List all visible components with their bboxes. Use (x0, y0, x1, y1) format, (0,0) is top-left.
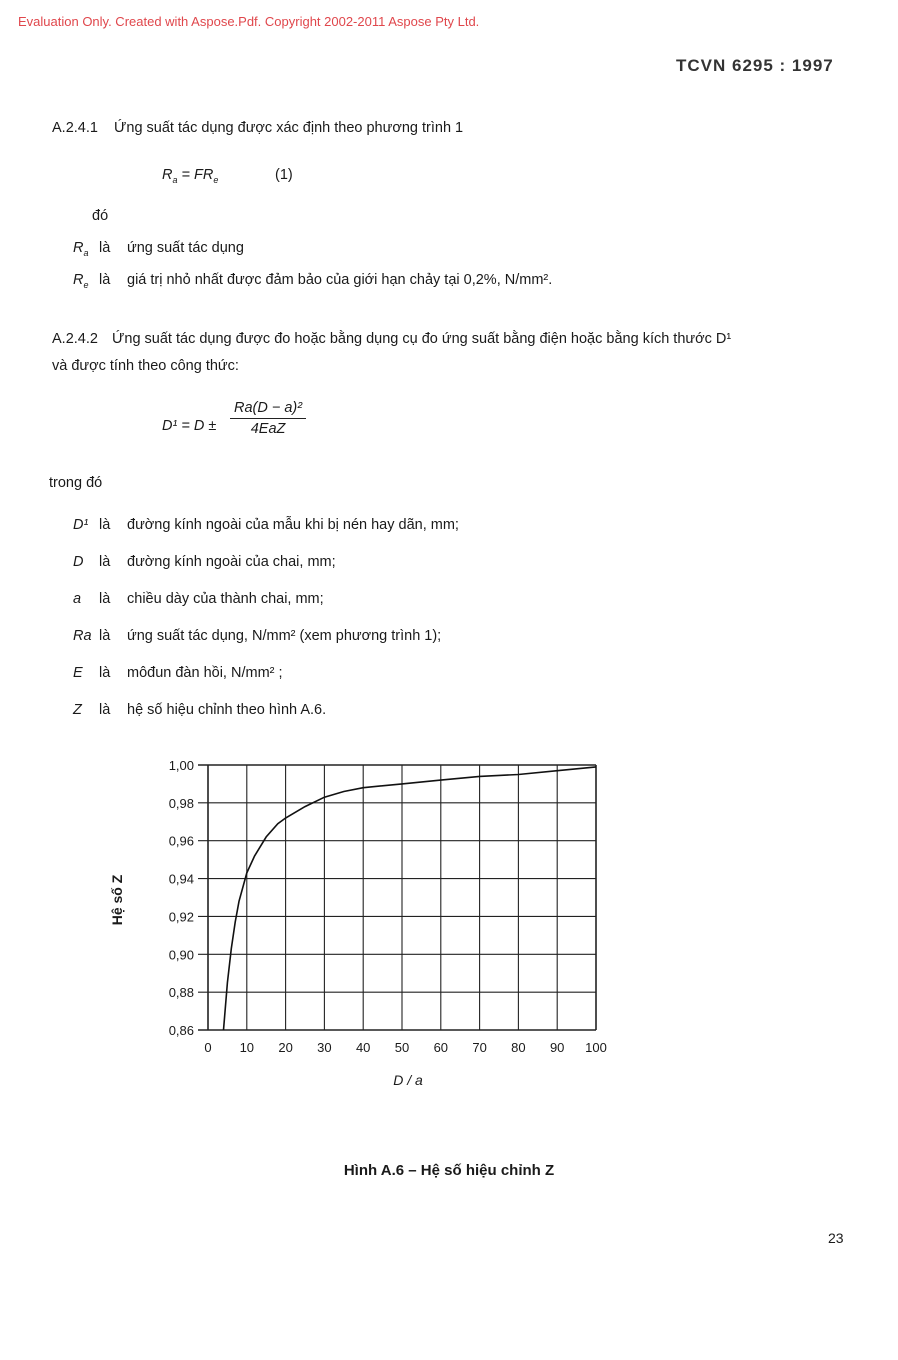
def-symbol: D (73, 554, 84, 570)
equation-lhs-sub: a (172, 174, 178, 185)
y-tick-label: 0,90 (168, 947, 194, 963)
def-la: là (99, 702, 111, 718)
def-symbol: Z (73, 702, 82, 718)
def-row (73, 628, 441, 644)
section-text-line2: và được tính theo công thức: (52, 358, 239, 374)
def-text: giá trị nhỏ nhất được đảm bảo của giới hạn chảy tại 0,2%, N/mm². (127, 272, 553, 288)
formula-fraction (230, 400, 306, 437)
x-tick-label: 50 (394, 1040, 410, 1055)
def-symbol: $R_e$ (73, 272, 89, 290)
def-row (73, 554, 336, 570)
def-text: đường kính ngoài của chai, mm; (127, 554, 336, 570)
section-text: Ứng suất tác dụng được đo hoặc bằng dụng cụ đo ứng suất bằng điện hoặc bằng kích thước D¹ (112, 331, 732, 347)
def-text: ứng suất tác dụng, N/mm² (xem phương trình 1); (127, 628, 442, 644)
page-number: 23 (828, 1230, 844, 1246)
def-symbol: a (73, 591, 82, 607)
def-text: môđun đàn hồi, N/mm² ; (127, 665, 283, 681)
def-la: là (99, 554, 111, 570)
where-label: trong đó (49, 475, 103, 491)
section-number: A.2.4.2 (52, 331, 98, 347)
equation-rhs: = FR (177, 167, 214, 183)
correction-factor-chart (100, 745, 640, 1095)
equation-lhs: R (162, 167, 173, 183)
formula-denominator: 4EaZ (250, 421, 286, 437)
y-tick-label: 0,98 (168, 795, 194, 811)
x-tick-label: 80 (511, 1040, 526, 1055)
x-tick-label: 60 (433, 1040, 449, 1055)
def-symbol: E (73, 665, 83, 681)
def-text: ứng suất tác dụng (127, 240, 244, 256)
x-tick-label: 0 (204, 1040, 212, 1055)
section-number: A.2.4.1 (52, 120, 98, 136)
x-tick-label: 70 (472, 1040, 487, 1055)
chart-grid (198, 765, 596, 1030)
x-tick-label: 40 (355, 1040, 371, 1055)
def-row (73, 591, 324, 607)
def-row (73, 272, 552, 290)
standard-header: TCVN 6295 : 1997 (676, 56, 834, 75)
equation-1 (162, 167, 218, 185)
x-tick-label: 10 (239, 1040, 255, 1055)
def-row (73, 702, 326, 718)
def-row (73, 665, 283, 681)
x-tick-label: 100 (585, 1040, 607, 1055)
x-tick-label: 30 (317, 1040, 332, 1055)
watermark: Evaluation Only. Created with Aspose.Pdf. Copyright 2002-2011 Aspose Pty Ltd. (18, 14, 480, 29)
y-axis-ticks (169, 758, 194, 1038)
formula-lhs: D¹ = D ± (162, 418, 217, 434)
def-la: là (99, 665, 111, 681)
x-axis-ticks (204, 1040, 606, 1055)
formula-numerator: Ra(D − a)² (230, 400, 306, 419)
x-tick-label: 90 (549, 1040, 565, 1055)
y-tick-label: 0,86 (168, 1023, 194, 1038)
series-line (224, 767, 597, 1030)
def-symbol: D¹ (73, 517, 89, 533)
def-row (73, 240, 244, 258)
def-text: đường kính ngoài của mẫu khi bị nén hay dãn, mm; (127, 517, 459, 533)
equation-rhs-sub: e (213, 174, 219, 185)
section-a242 (52, 331, 731, 347)
def-la: là (99, 272, 111, 288)
y-tick-label: 0,94 (168, 871, 194, 887)
section-a241 (52, 120, 463, 136)
def-text: chiều dày của thành chai, mm; (127, 591, 324, 607)
y-tick-label: 1,00 (168, 758, 194, 773)
def-la: là (99, 240, 111, 256)
figure-caption: Hình A.6 – Hệ số hiệu chỉnh Z (343, 1162, 555, 1179)
def-row (73, 517, 459, 533)
def-la: là (99, 517, 111, 533)
def-symbol: $R_a$ (73, 240, 89, 258)
section-text: Ứng suất tác dụng được xác định theo phương trình 1 (114, 120, 464, 136)
x-tick-label: 20 (278, 1040, 293, 1055)
y-tick-label: 0,96 (168, 833, 194, 849)
def-text: hệ số hiệu chỉnh theo hình A.6. (127, 702, 327, 718)
where-label: đó (92, 208, 109, 224)
y-axis-label: Hệ số Z (109, 874, 125, 926)
def-la: là (99, 628, 111, 644)
x-axis-label: D / a (393, 1072, 423, 1088)
equation-number: (1) (275, 167, 293, 183)
def-symbol: Ra (73, 628, 92, 644)
y-tick-label: 0,92 (168, 909, 194, 925)
y-tick-label: 0,88 (168, 985, 194, 1001)
def-la: là (99, 591, 111, 607)
